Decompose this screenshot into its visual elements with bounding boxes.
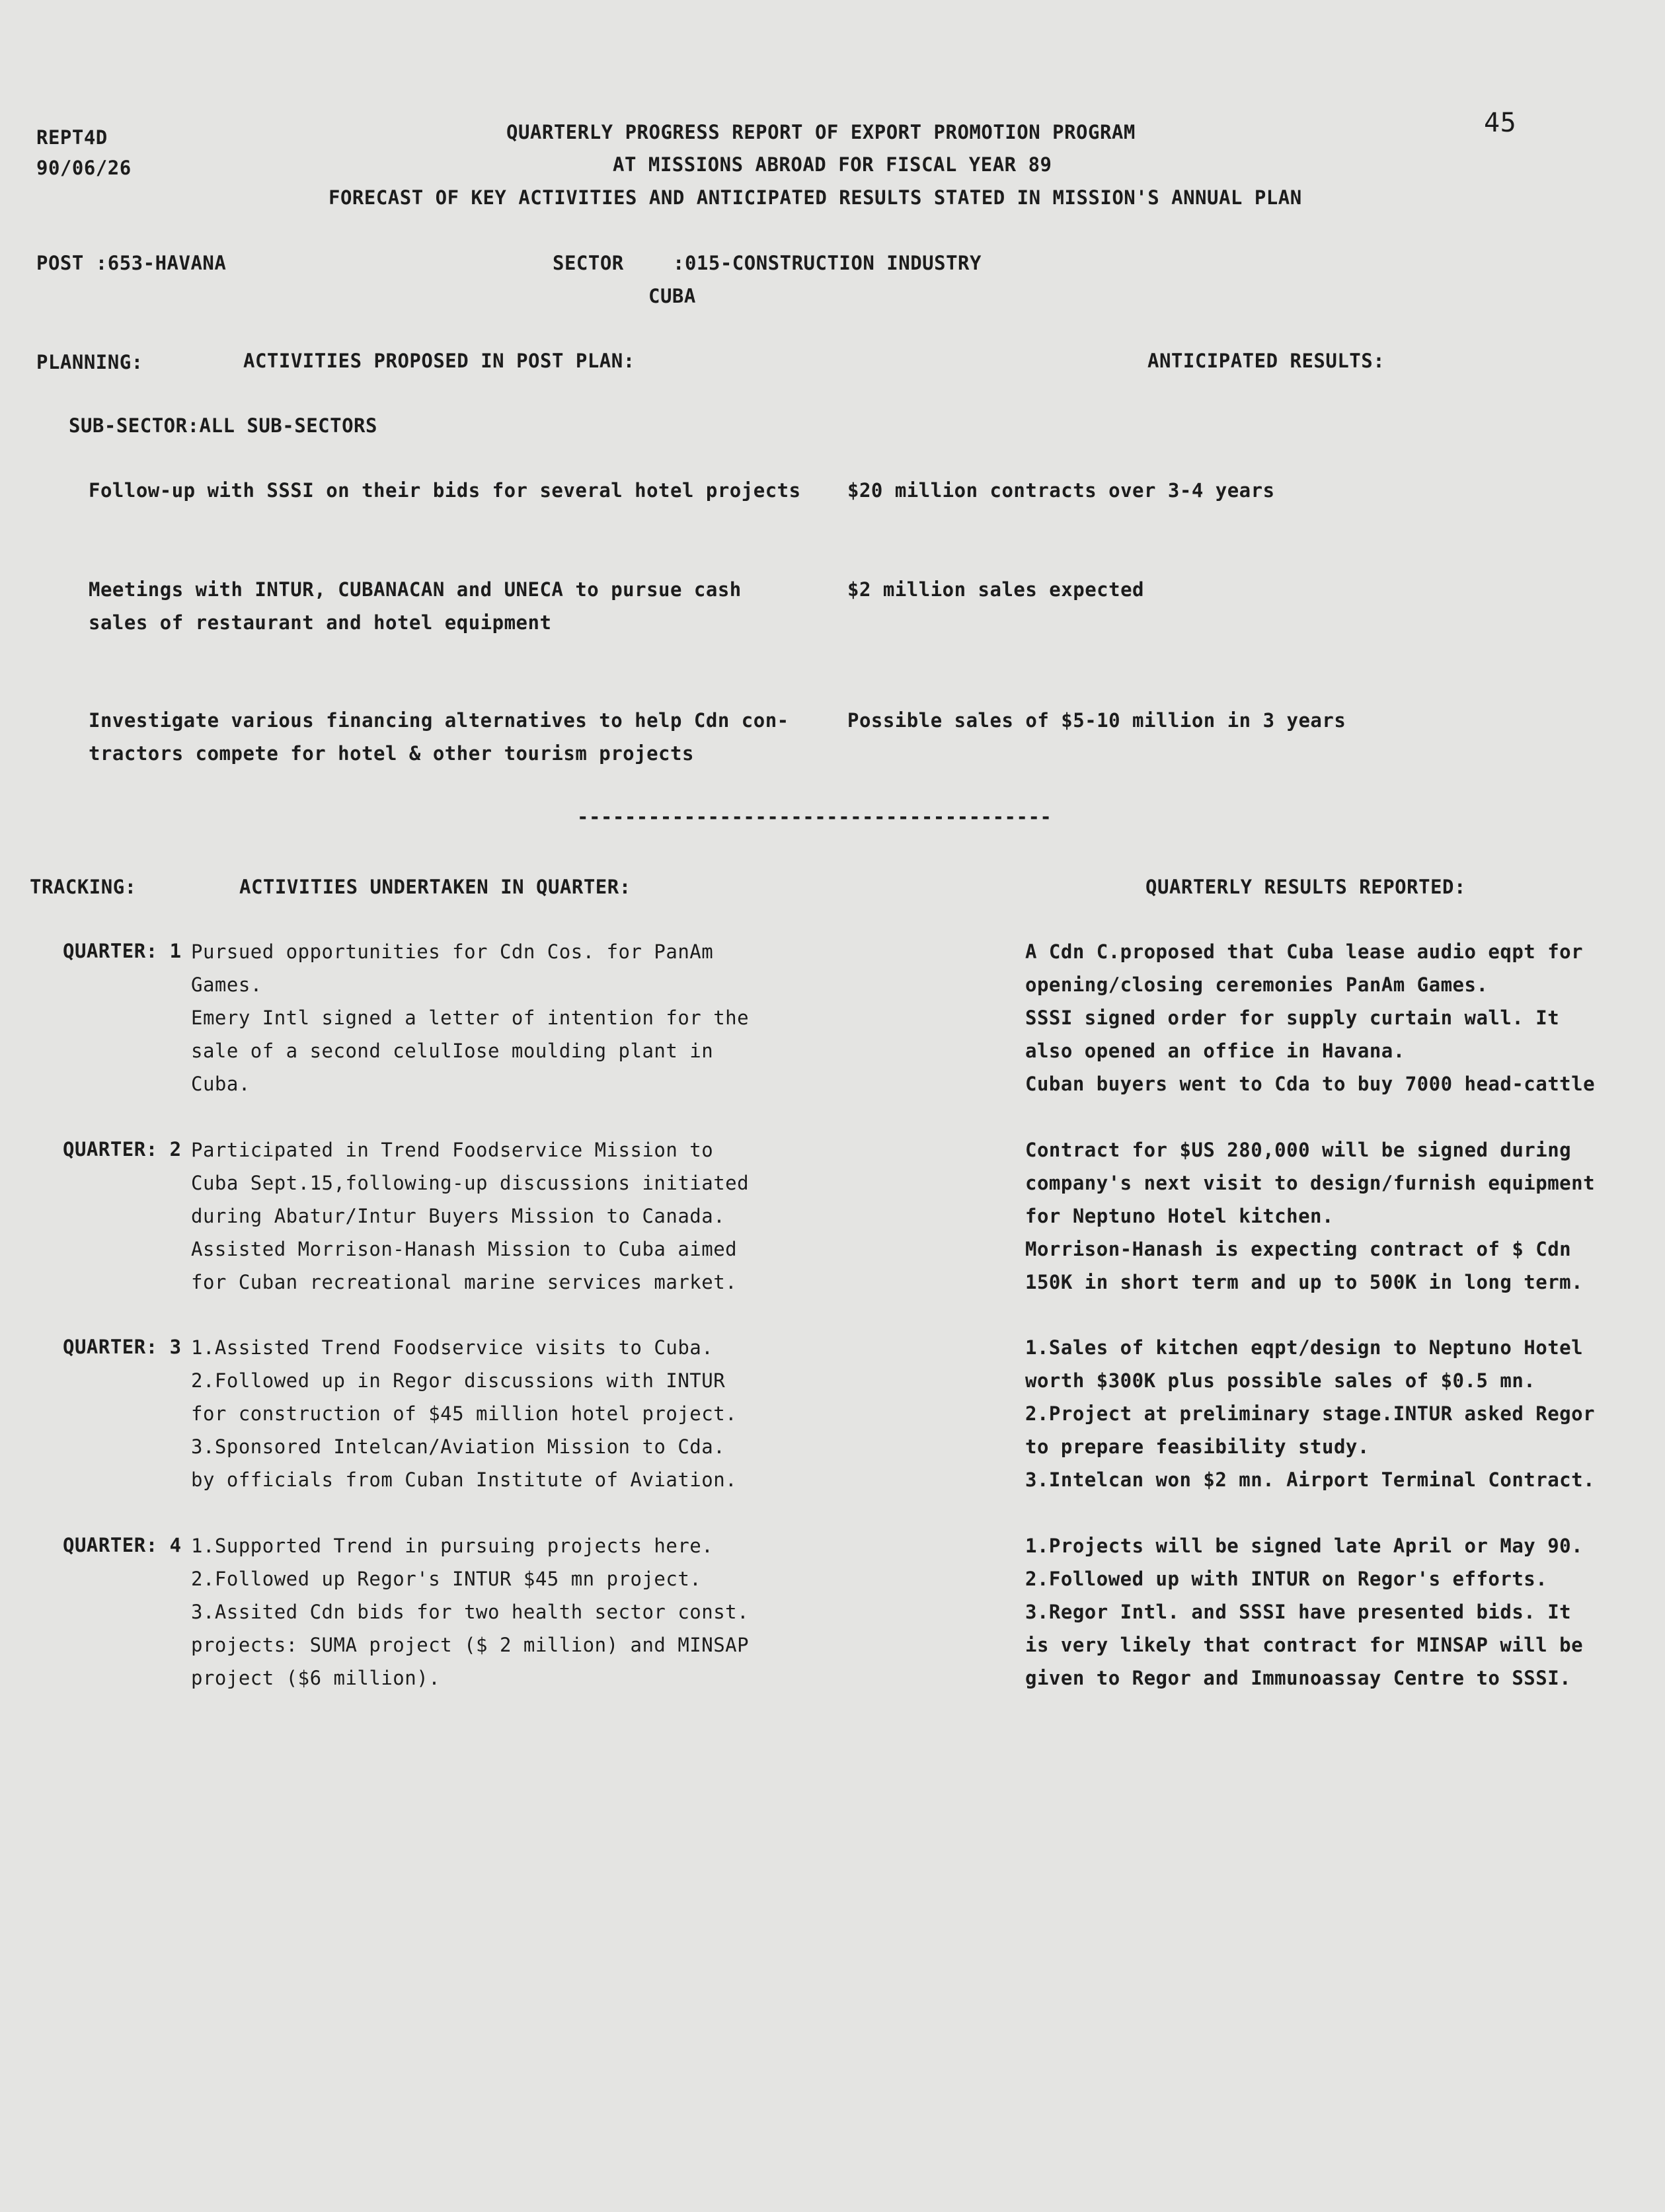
planning-label: PLANNING: bbox=[36, 351, 143, 373]
quarter-3-activities: 1.Assisted Trend Foodservice visits to Cuba. 2.Followed up in Regor discussions with INTUR for construction of $45 million hotel project. 3.Sponsored Intelcan/Aviation Mission to Cda. by officials from Cuban Institute of Aviation. bbox=[191, 1336, 738, 1491]
report-date: 90/06/26 bbox=[36, 157, 132, 179]
anticipated-result-3: Possible sales of $5-10 million in 3 years bbox=[847, 709, 1346, 732]
post-code: POST :653-HAVANA bbox=[36, 252, 227, 274]
planned-activity-3: Investigate various financing alternatives to help Cdn con- tractors compete for hotel & other tourism projects bbox=[89, 709, 789, 765]
report-id: REPT4D bbox=[36, 126, 108, 149]
planning-activities-heading: ACTIVITIES PROPOSED IN POST PLAN: bbox=[243, 350, 635, 372]
page-number: 45 bbox=[1484, 108, 1517, 138]
subsector-label: SUB-SECTOR:ALL SUB-SECTORS bbox=[69, 414, 377, 437]
quarter-1-results: A Cdn C.proposed that Cuba lease audio eqpt for opening/closing ceremonies PanAm Games. SSSI signed order for supply curtain wall. It also opened an office in Havana. Cuban buyers went to Cda to buy 7000 head-cattle bbox=[1025, 940, 1596, 1095]
anticipated-result-2: $2 million sales expected bbox=[847, 578, 1144, 601]
tracking-label: TRACKING: bbox=[30, 876, 137, 898]
quarter-1-activities: Pursued opportunities for Cdn Cos. for PanAm Games. Emery Intl signed a letter of intention for the sale of a second celulIose moulding plant in Cuba. bbox=[191, 940, 750, 1095]
report-title-line2: AT MISSIONS ABROAD FOR FISCAL YEAR 89 bbox=[613, 153, 1052, 176]
quarter-2-results: Contract for $US 280,000 will be signed during company's next visit to design/furnish equipment for Neptuno Hotel kitchen. Morrison-Hanash is expecting contract of $ Cdn 150K in short term and up to 500K in long term. bbox=[1025, 1139, 1596, 1293]
section-divider: ---------------------------------------- bbox=[577, 806, 1052, 828]
country-name: CUBA bbox=[648, 285, 696, 307]
planning-results-heading: ANTICIPATED RESULTS: bbox=[1147, 350, 1385, 372]
quarter-4-activities: 1.Supported Trend in pursuing projects here. 2.Followed up Regor's INTUR $45 mn project. 3.Assited Cdn bids for two health sector const. projects: SUMA project ($ 2 million) and MINSAP project ($6 million). bbox=[191, 1535, 750, 1689]
quarter-3-results: 1.Sales of kitchen eqpt/design to Neptuno Hotel worth $300K plus possible sales of $0.5 mn. 2.Project at preliminary stage.INTUR asked Regor to prepare feasibility study. 3.Intelcan won $2 mn. Airport Terminal Contract. bbox=[1025, 1336, 1596, 1491]
quarter-4-results: 1.Projects will be signed late April or May 90. 2.Followed up with INTUR on Regor's efforts. 3.Regor Intl. and SSSI have presented bids. It is very likely that contract for MINSAP will be given to Regor and Immunoassay Centre to SSSI. bbox=[1025, 1535, 1584, 1689]
report-title-line1: QUARTERLY PROGRESS REPORT OF EXPORT PROMOTION PROGRAM bbox=[506, 121, 1136, 143]
tracking-results-heading: QUARTERLY RESULTS REPORTED: bbox=[1145, 876, 1466, 898]
quarter-4-label: QUARTER: 4 bbox=[63, 1534, 182, 1556]
sector-label: SECTOR bbox=[553, 252, 624, 274]
sector-value: :015-CONSTRUCTION INDUSTRY bbox=[673, 252, 982, 274]
planned-activity-1: Follow-up with SSSI on their bids for several hotel projects bbox=[89, 479, 801, 502]
report-title-line3: FORECAST OF KEY ACTIVITIES AND ANTICIPATED RESULTS STATED IN MISSION'S ANNUAL PLAN bbox=[329, 186, 1302, 209]
planned-activity-2: Meetings with INTUR, CUBANACAN and UNECA to pursue cash sales of restaurant and hotel equipment bbox=[89, 578, 742, 634]
quarter-3-label: QUARTER: 3 bbox=[63, 1336, 182, 1358]
tracking-activities-heading: ACTIVITIES UNDERTAKEN IN QUARTER: bbox=[239, 876, 631, 898]
quarter-1-label: QUARTER: 1 bbox=[63, 940, 182, 962]
anticipated-result-1: $20 million contracts over 3-4 years bbox=[847, 479, 1275, 502]
quarter-2-activities: Participated in Trend Foodservice Mission to Cuba Sept.15,following-up discussions initiated during Abatur/Intur Buyers Mission to Canada. Assisted Morrison-Hanash Mission to Cuba aimed for Cuban recreational marine services market. bbox=[191, 1139, 750, 1293]
quarter-2-label: QUARTER: 2 bbox=[63, 1138, 182, 1161]
